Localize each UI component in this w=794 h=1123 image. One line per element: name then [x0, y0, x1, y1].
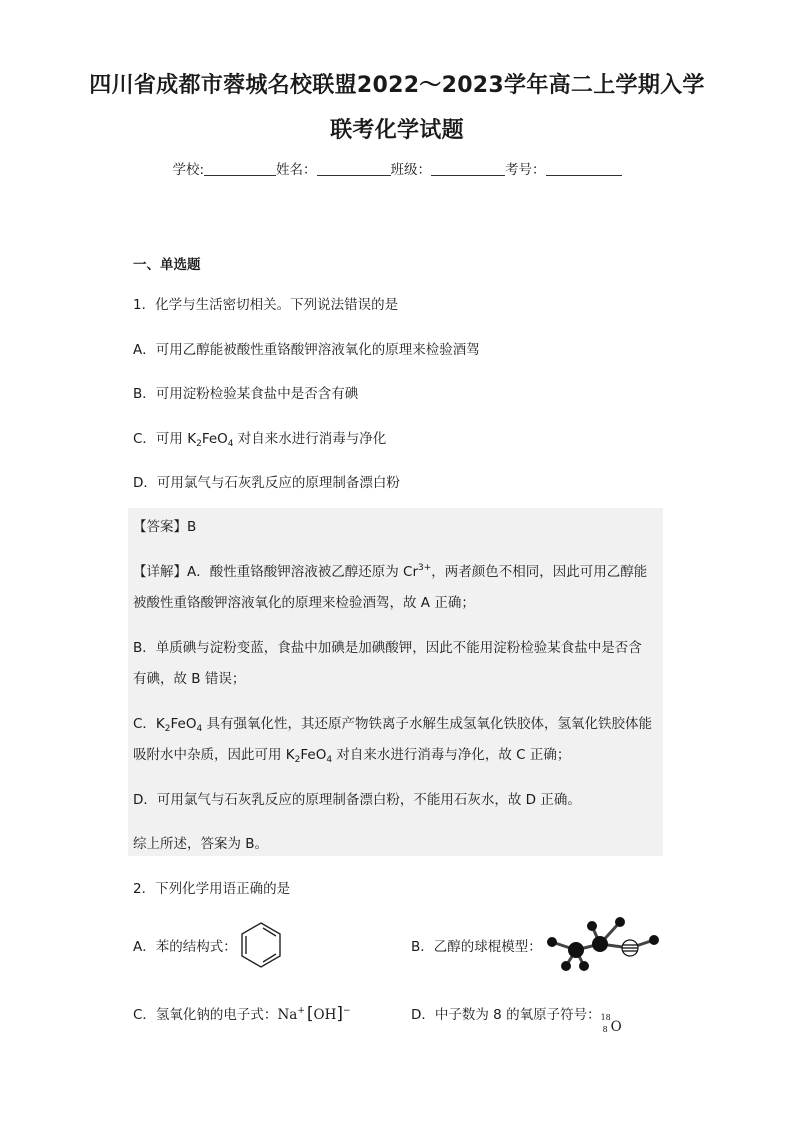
answer-summary: 综上所述，答案为 B。	[133, 836, 269, 852]
ethanol-ball-stick-model-icon	[536, 910, 662, 976]
student-info-row	[0, 158, 794, 178]
oh-group: OH	[313, 1007, 337, 1023]
q1-option-a: A．可用乙醇能被酸性重铬酸钾溶液氧化的原理来检验酒驾	[133, 342, 480, 358]
class-blank	[431, 161, 505, 176]
page-title-line1: 四川省成都市蓉城名校联盟2022～2023学年高二上学期入学	[89, 73, 705, 98]
detail-d: D．可用氯气与石灰乳反应的原理制备漂白粉，不能用石灰水，故 D 正确。	[133, 792, 581, 808]
page-title-line2: 联考化学试题	[330, 118, 464, 143]
name-blank	[317, 161, 391, 176]
q1-stem: 1．化学与生活密切相关。下列说法错误的是	[133, 297, 399, 313]
section-heading: 一、单选题	[133, 257, 201, 273]
detail-a-line1: 【详解】A．酸性重铬酸钾溶液被乙醇还原为 $Cr^{3+}$，两者颜色不相同，因此可用乙醇能	[133, 563, 648, 580]
q2-option-b: B．乙醇的球棍模型：	[411, 939, 542, 955]
school-label: 学校:	[172, 162, 205, 178]
detail-c-line2: 吸附水中杂质，因此可用 $K_2FeO_4$ 对自来水进行消毒与净化，故 C 正确；	[133, 747, 571, 765]
class-label: 班级：	[390, 162, 432, 178]
na-ion: Na+	[277, 1006, 305, 1023]
q1-option-b: B．可用淀粉检验某食盐中是否含有碘	[133, 386, 359, 402]
number-blank	[546, 161, 622, 176]
detail-c-line1: C．$K_2FeO_4$ 具有强氧化性，其还原产物铁离子水解生成氢氧化铁胶体，氢氧化铁胶体能	[133, 716, 653, 734]
q1-option-c: C．可用 $K_2FeO_4$ 对自来水进行消毒与净化	[133, 431, 387, 449]
q2-option-d: D．中子数为 8 的氧原子符号： 18 8 O	[411, 1007, 622, 1035]
q1-option-d: D．可用氯气与石灰乳反应的原理制备漂白粉	[133, 475, 400, 491]
answer-label: 【答案】B	[133, 519, 197, 535]
detail-b-line1: B．单质碘与淀粉变蓝，食盐中加碘是加碘酸钾，因此不能用淀粉检验某食盐中是否含	[133, 640, 642, 656]
name-label: 姓名：	[276, 162, 317, 178]
q2-option-a: A．苯的结构式：	[133, 939, 237, 955]
school-blank	[204, 161, 276, 176]
number-label: 考号：	[505, 162, 546, 178]
q2-stem: 2．下列化学用语正确的是	[133, 881, 291, 897]
q2-option-c: C．氢氧化钠的电子式：Na+ [OH]−	[133, 1004, 351, 1024]
benzene-structure-icon	[236, 920, 286, 970]
detail-b-line2: 有碘，故 B 错误；	[133, 671, 246, 687]
detail-a-line2: 被酸性重铬酸钾溶液氧化的原理来检验酒驾，故 A 正确；	[133, 595, 475, 611]
